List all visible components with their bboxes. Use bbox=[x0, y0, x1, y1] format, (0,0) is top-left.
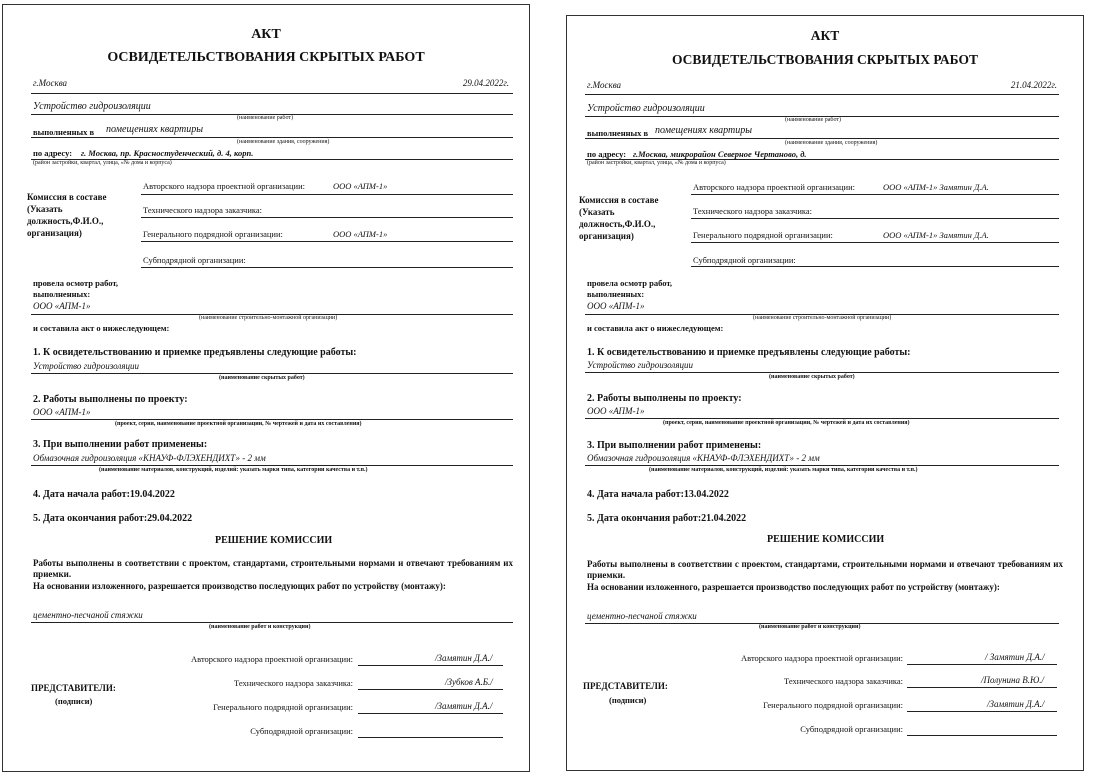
compose-label: и составила акт о нижеследующем: bbox=[33, 323, 170, 333]
address-caption: (район застройки, квартал, улица, «№ дома и корпуса) bbox=[587, 160, 726, 166]
contractor-caption: (наименование строительно-монтажной организации) bbox=[753, 315, 892, 321]
section-1-line bbox=[31, 373, 513, 374]
signature-name: / Замятин Д.А./ bbox=[985, 652, 1045, 662]
act-date: 21.04.2022г. bbox=[1010, 80, 1057, 90]
act-page-left bbox=[2, 4, 530, 772]
member-line bbox=[691, 194, 1059, 195]
end-date: 5. Дата окончания работ:21.04.2022 bbox=[587, 513, 747, 524]
performed-label: выполненных в bbox=[587, 128, 649, 138]
commission-label: Комиссия в составе (Указать должность,Ф.И.О., организация) bbox=[579, 195, 659, 241]
inspect-label: провела осмотр работ, выполненных: bbox=[33, 278, 119, 299]
section-1-value: Устройство гидроизоляции bbox=[587, 360, 694, 370]
section-3-caption: (наименование материалов, конструкций, изделий: указать марки типа, категории качества и т.п.) bbox=[649, 467, 918, 473]
member-value: ООО «АПМ-1» Замятин Д.А. bbox=[883, 230, 989, 240]
reps-sub: (подписи) bbox=[55, 696, 93, 706]
signature-line bbox=[358, 737, 503, 738]
section-3-title: 3. При выполнении работ применены: bbox=[33, 439, 208, 450]
address-label: по адресу: bbox=[33, 148, 73, 158]
section-1-value: Устройство гидроизоляции bbox=[33, 361, 140, 371]
member-line bbox=[691, 242, 1059, 243]
compose-label: и составила акт о нижеследующем: bbox=[587, 323, 724, 333]
act-subtitle: ОСВИДЕТЕЛЬСТВОВАНИЯ СКРЫТЫХ РАБОТ bbox=[107, 50, 425, 65]
section-2-value: ООО «АПМ-1» bbox=[33, 407, 91, 417]
signature-line bbox=[358, 713, 503, 714]
member-role: Авторского надзора проектной организации: bbox=[693, 182, 855, 192]
signature-line bbox=[907, 711, 1057, 712]
member-line bbox=[141, 267, 513, 268]
member-role: Технического надзора заказчика: bbox=[143, 205, 263, 215]
start-date: 4. Дата начала работ:13.04.2022 bbox=[587, 489, 729, 500]
signature-role: Генерального подрядной организации: bbox=[213, 702, 353, 712]
end-date: 5. Дата окончания работ:29.04.2022 bbox=[33, 513, 193, 524]
performed-label: выполненных в bbox=[33, 127, 95, 137]
signature-name: /Зубков А.Б./ bbox=[445, 677, 493, 687]
work-name: Устройство гидроизоляции bbox=[587, 103, 705, 114]
address-label: по адресу: bbox=[587, 149, 627, 159]
signature-role: Технического надзора заказчика: bbox=[233, 678, 353, 688]
section-3-caption: (наименование материалов, конструкций, изделий: указать марки типа, категории качества и т.п.) bbox=[99, 467, 368, 473]
decision-permit: На основании изложенного, разрешается производство последующих работ по устройству (монтажу): bbox=[587, 582, 1000, 592]
address-value: г.Москва, микрорайон Северное Чертаново, д. bbox=[633, 149, 807, 159]
signature-line bbox=[907, 664, 1057, 665]
member-value: ООО «АПМ-1» bbox=[333, 229, 388, 239]
section-2-line bbox=[31, 419, 513, 420]
contractor: ООО «АПМ-1» bbox=[33, 301, 91, 311]
signature-name: /Замятин Д.А./ bbox=[435, 653, 493, 663]
signature-role: Субподрядной организации: bbox=[800, 724, 903, 734]
address-caption: (район застройки, квартал, улица, «№ дома и корпуса) bbox=[33, 160, 172, 166]
member-line bbox=[691, 218, 1059, 219]
section-2-caption: (проект, серия, наименование проектной организации, № чертежей и дата их составления) bbox=[663, 420, 910, 426]
section-2-value: ООО «АПМ-1» bbox=[587, 406, 645, 416]
section-2-title: 2. Работы выполнены по проекту: bbox=[33, 394, 188, 405]
performed-line bbox=[585, 138, 1059, 139]
member-line bbox=[691, 266, 1059, 267]
member-role: Технического надзора заказчика: bbox=[693, 206, 813, 216]
work-name-caption: (наименование работ) bbox=[237, 115, 294, 121]
member-line bbox=[141, 241, 513, 242]
member-role: Субподрядной организации: bbox=[143, 255, 246, 265]
section-2-line bbox=[585, 418, 1059, 419]
section-2-caption: (проект, серия, наименование проектной организации, № чертежей и дата их составления) bbox=[115, 421, 362, 427]
performed-value: помещениях квартиры bbox=[106, 124, 204, 135]
address-value: г. Москва, пр. Красностуденческий, д. 4, корп. bbox=[81, 148, 254, 158]
decision-title: РЕШЕНИЕ КОМИССИИ bbox=[215, 535, 333, 546]
signature-line bbox=[907, 735, 1057, 736]
signature-role: Технического надзора заказчика: bbox=[783, 676, 903, 686]
act-date: 29.04.2022г. bbox=[462, 78, 509, 88]
performed-caption: (наименование здания, сооружения) bbox=[785, 140, 878, 146]
commission-label: Комиссия в составе (Указать должность,Ф.И.О., организация) bbox=[27, 192, 107, 238]
section-1-title: 1. К освидетельствованию и приемке предъявлены следующие работы: bbox=[33, 347, 357, 358]
act-page-right bbox=[566, 15, 1084, 771]
member-role: Субподрядной организации: bbox=[693, 255, 796, 265]
signature-line bbox=[358, 689, 503, 690]
section-3-line bbox=[585, 465, 1059, 466]
inspect-label: провела осмотр работ, выполненных: bbox=[587, 278, 673, 299]
member-value: ООО «АПМ-1» Замятин Д.А. bbox=[883, 182, 989, 192]
signature-role: Субподрядной организации: bbox=[250, 726, 353, 736]
section-3-value: Обмазочная гидроизоляция «КНАУФ-ФЛЭХЕНДИХТ» - 2 мм bbox=[33, 453, 266, 463]
member-value: ООО «АПМ-1» bbox=[333, 181, 388, 191]
act-title: АКТ bbox=[251, 27, 281, 42]
reps-label: ПРЕДСТАВИТЕЛИ: bbox=[583, 681, 668, 691]
reps-label: ПРЕДСТАВИТЕЛИ: bbox=[31, 683, 116, 693]
member-line bbox=[141, 194, 513, 195]
performed-line bbox=[31, 137, 513, 138]
decision-permit: На основании изложенного, разрешается производство последующих работ по устройству (монтажу): bbox=[33, 581, 446, 591]
section-3-title: 3. При выполнении работ применены: bbox=[587, 440, 762, 451]
act-subtitle: ОСВИДЕТЕЛЬСТВОВАНИЯ СКРЫТЫХ РАБОТ bbox=[671, 52, 978, 67]
next-work-caption: (наименование работ и конструкции) bbox=[759, 624, 861, 630]
contractor-caption: (наименование строительно-монтажной организации) bbox=[199, 315, 338, 321]
next-work: цементно-песчаной стяжки bbox=[33, 610, 143, 620]
next-work-caption: (наименование работ и конструкции) bbox=[209, 624, 311, 630]
member-line bbox=[141, 217, 513, 218]
performed-caption: (наименование здания, сооружения) bbox=[237, 139, 330, 145]
member-role: Генерального подрядной организации: bbox=[143, 229, 283, 239]
contractor: ООО «АПМ-1» bbox=[587, 301, 645, 311]
city: г.Москва bbox=[587, 80, 622, 90]
signature-name: /Замятин Д.А./ bbox=[987, 699, 1045, 709]
section-1-caption: (наименование скрытых работ) bbox=[219, 375, 305, 381]
work-name-caption: (наименование работ) bbox=[785, 117, 842, 123]
next-work-line bbox=[31, 622, 513, 623]
section-2-title: 2. Работы выполнены по проекту: bbox=[587, 393, 742, 404]
section-1-caption: (наименование скрытых работ) bbox=[769, 374, 855, 380]
next-work: цементно-песчаной стяжки bbox=[587, 611, 697, 621]
city: г.Москва bbox=[33, 78, 68, 88]
member-role: Авторского надзора проектной организации: bbox=[143, 181, 305, 191]
section-1-title: 1. К освидетельствованию и приемке предъявлены следующие работы: bbox=[587, 347, 911, 358]
signature-line bbox=[358, 665, 503, 666]
section-3-value: Обмазочная гидроизоляция «КНАУФ-ФЛЭХЕНДИХТ» - 2 мм bbox=[587, 453, 820, 463]
decision-title: РЕШЕНИЕ КОМИССИИ bbox=[767, 534, 885, 545]
signature-role: Авторского надзора проектной организации: bbox=[191, 654, 353, 664]
signature-line bbox=[907, 687, 1057, 688]
signature-name: /Замятин Д.А./ bbox=[435, 701, 493, 711]
act-title: АКТ bbox=[810, 28, 840, 43]
signature-role: Авторского надзора проектной организации: bbox=[741, 653, 903, 663]
divider bbox=[585, 94, 1059, 95]
decision-text: Работы выполнены в соответствии с проектом, стандартами, строительными нормами и отвечают требованиям их приемки. bbox=[587, 559, 1063, 580]
start-date: 4. Дата начала работ:19.04.2022 bbox=[33, 489, 175, 500]
section-1-line bbox=[585, 372, 1059, 373]
section-3-line bbox=[31, 465, 513, 466]
performed-value: помещениях квартиры bbox=[655, 125, 753, 136]
member-role: Генерального подрядной организации: bbox=[693, 230, 833, 240]
reps-sub: (подписи) bbox=[609, 695, 647, 705]
work-name: Устройство гидроизоляции bbox=[33, 101, 151, 112]
decision-text: Работы выполнены в соответствии с проектом, стандартами, строительными нормами и отвечают требованиям их приемки. bbox=[33, 558, 513, 579]
signature-role: Генерального подрядной организации: bbox=[763, 700, 903, 710]
divider bbox=[31, 93, 513, 94]
signature-name: /Полунина В.Ю./ bbox=[981, 675, 1045, 685]
